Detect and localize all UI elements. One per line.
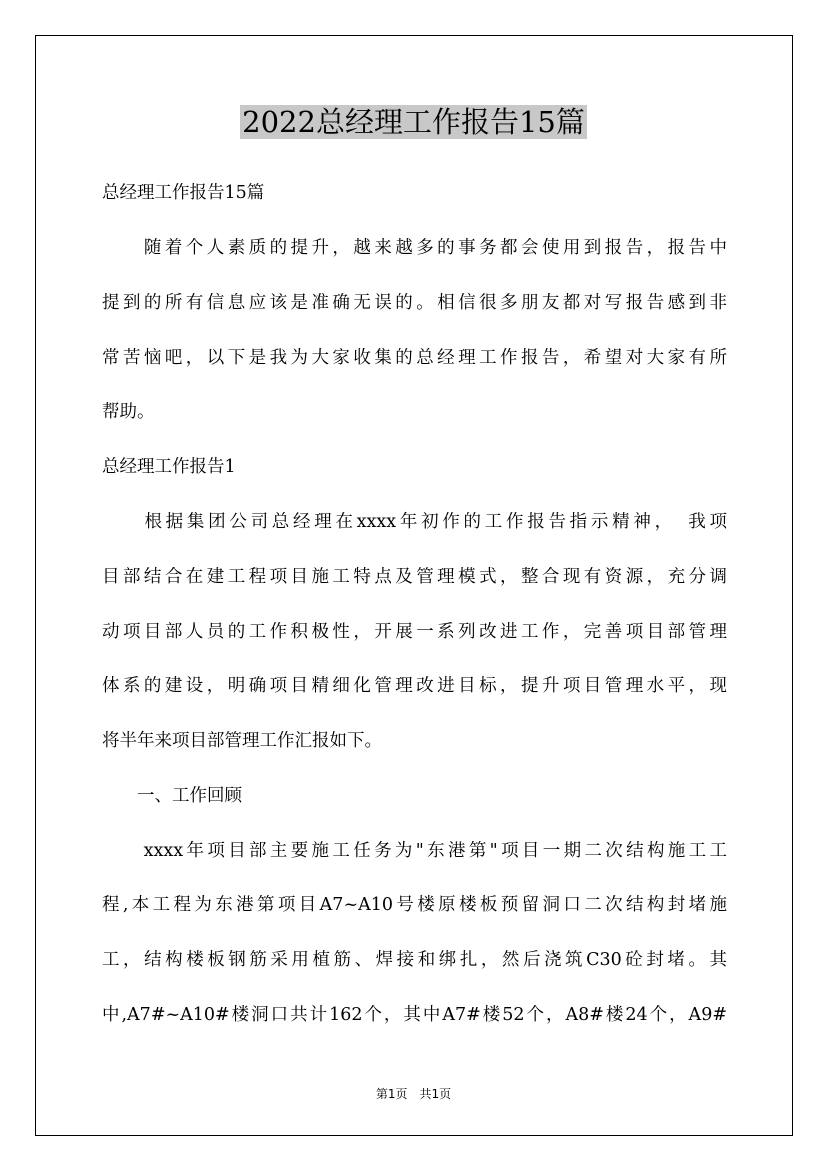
body-line: 目部结合在建工程项目施工特点及管理模式，整合现有资源，充分调 xyxy=(102,567,727,587)
page-footer: 第1页 共1页 xyxy=(375,1087,452,1101)
body-line: 帮助。 xyxy=(102,402,155,422)
body-line: 提到的所有信息应该是准确无误的。相信很多朋友都对写报告感到非 xyxy=(102,293,727,313)
body-line: 程,本工程为东港第项目A7~A10号楼原楼板预留洞口二次结构封堵施 xyxy=(102,895,727,915)
body-line: 常苦恼吧，以下是我为大家收集的总经理工作报告，希望对大家有所 xyxy=(102,348,727,368)
body-line: 工，结构楼板钢筋采用植筋、焊接和绑扎，然后浇筑C30砼封堵。其 xyxy=(102,950,727,970)
body-line: 中,A7#~A10#楼洞口共计162个，其中A7#楼52个，A8#楼24个，A9# xyxy=(102,1005,727,1025)
body-line: xxxx年项目部主要施工任务为"东港第"项目一期二次结构施工工 xyxy=(102,841,727,861)
section-heading: 总经理工作报告1 xyxy=(102,457,236,477)
body-line: 将半年来项目部管理工作汇报如下。 xyxy=(102,731,382,751)
subtitle-line: 总经理工作报告15篇 xyxy=(102,183,265,203)
body-line: 动项目部人员的工作积极性，开展一系列改进工作，完善项目部管理 xyxy=(102,622,727,642)
body-line: 根据集团公司总经理在xxxx年初作的工作报告指示精神， 我项 xyxy=(102,512,727,532)
document-title-text: 2022总经理工作报告15篇 xyxy=(242,105,585,139)
body-line: 体系的建设，明确项目精细化管理改进目标，提升项目管理水平，现 xyxy=(102,676,727,696)
body-line: 随着个人素质的提升，越来越多的事务都会使用到报告，报告中 xyxy=(102,238,727,258)
subsection-heading: 一、工作回顾 xyxy=(102,786,242,806)
document-title xyxy=(0,100,827,144)
